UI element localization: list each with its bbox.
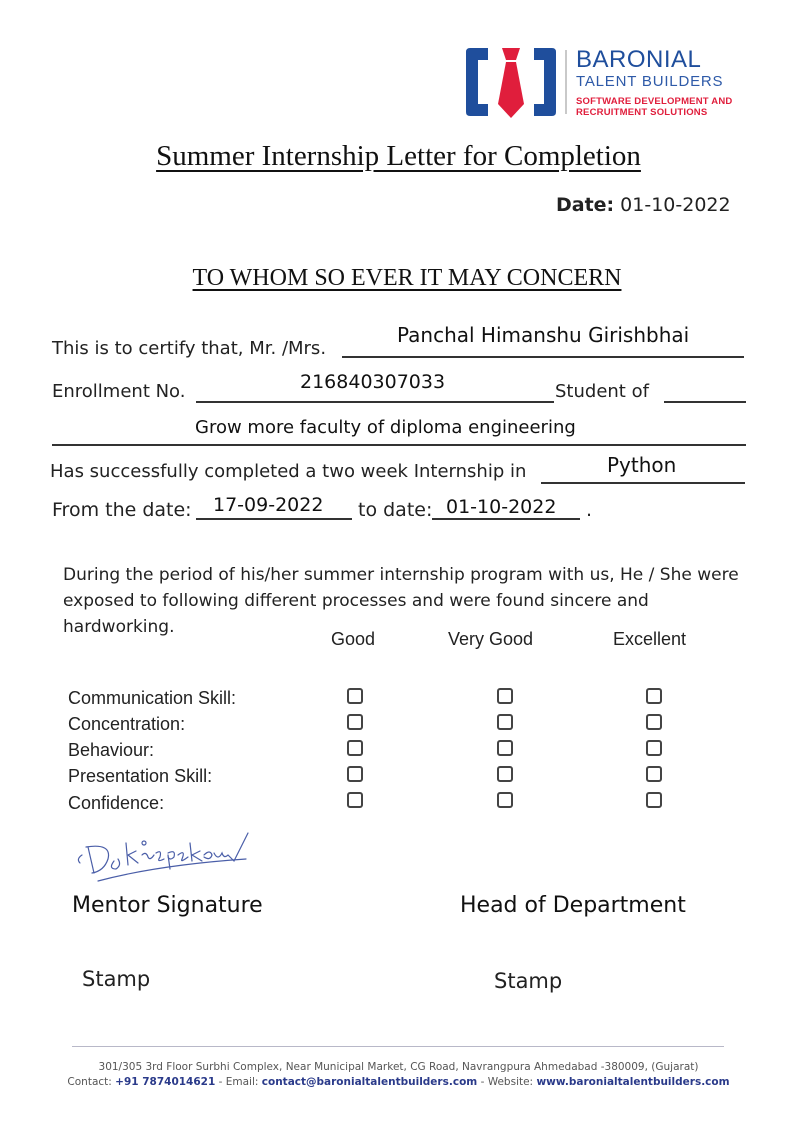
enrollment-field[interactable]: 216840307033	[300, 371, 446, 393]
date-label: Date:	[556, 194, 615, 216]
checkbox-presentation-excellent[interactable]	[646, 766, 662, 782]
skill-confidence: Confidence:	[68, 793, 165, 813]
domain-underline	[541, 482, 745, 484]
brand-tagline-2: RECRUITMENT SOLUTIONS	[576, 107, 708, 118]
logo-mark-icon	[462, 46, 560, 118]
checkbox-presentation-very-good[interactable]	[497, 766, 513, 782]
skill-presentation: Presentation Skill:	[68, 766, 213, 786]
checkbox-communication-good[interactable]	[347, 688, 363, 704]
footer-divider	[72, 1046, 724, 1047]
period: .	[586, 499, 593, 521]
student-of-label: Student of	[555, 381, 649, 402]
page-title: Summer Internship Letter for Completion	[156, 140, 641, 172]
enrollment-label: Enrollment No.	[52, 381, 186, 402]
to-date-field[interactable]: 01-10-2022	[446, 496, 557, 518]
phone-link[interactable]: +91 7874014621	[115, 1076, 216, 1088]
contact-label: Contact:	[67, 1076, 112, 1088]
brand-name: BARONIAL	[576, 46, 702, 73]
checkbox-communication-very-good[interactable]	[497, 688, 513, 704]
hod-label: Head of Department	[460, 893, 686, 918]
internship-domain-field[interactable]: Python	[607, 453, 677, 477]
salutation-heading: TO WHOM SO EVER IT MAY CONCERN	[192, 265, 622, 291]
website-label: - Website:	[480, 1076, 534, 1088]
skill-concentration: Concentration:	[68, 714, 186, 734]
rating-col-very-good: Very Good	[448, 629, 534, 649]
email-link[interactable]: contact@baronialtalentbuilders.com	[261, 1076, 478, 1088]
from-date-underline	[196, 518, 352, 520]
brand-tagline-1: SOFTWARE DEVELOPMENT AND	[576, 96, 733, 107]
stamp-right-label: Stamp	[494, 969, 563, 993]
mentor-signature-label: Mentor Signature	[72, 893, 263, 918]
checkbox-confidence-excellent[interactable]	[646, 792, 662, 808]
student-name-field[interactable]: Panchal Himanshu Girishbhai	[397, 323, 690, 347]
checkbox-communication-excellent[interactable]	[646, 688, 662, 704]
stamp-left-label: Stamp	[82, 967, 151, 991]
to-date-underline	[432, 518, 580, 520]
institute-field[interactable]: Grow more faculty of diploma engineering	[195, 417, 576, 438]
checkbox-concentration-excellent[interactable]	[646, 714, 662, 730]
enrollment-underline	[196, 401, 554, 403]
date-row	[556, 194, 731, 216]
rating-col-excellent: Excellent	[613, 629, 687, 649]
website-link[interactable]: www.baronialtalentbuilders.com	[536, 1076, 730, 1088]
footer-contact	[0, 1076, 797, 1088]
institute-underline	[52, 444, 746, 446]
email-label: - Email:	[218, 1076, 259, 1088]
footer-address: 301/305 3rd Floor Surbhi Complex, Near Municipal Market, CG Road, Navrangpura Ahmedabad -380009, (Gujarat)	[98, 1061, 699, 1073]
from-date-label: From the date:	[52, 499, 192, 521]
certify-label: This is to certify that, Mr. /Mrs.	[52, 338, 327, 359]
name-underline	[342, 356, 744, 358]
checkbox-confidence-good[interactable]	[347, 792, 363, 808]
checkbox-concentration-very-good[interactable]	[497, 714, 513, 730]
skill-communication: Communication Skill:	[68, 688, 237, 708]
brand-subtitle: TALENT BUILDERS	[576, 73, 724, 90]
description-paragraph: During the period of his/her summer internship program with us, He / She were exposed to following different processes and were found sincere and hardworking.	[63, 565, 739, 637]
rating-col-good: Good	[331, 629, 376, 649]
completed-label: Has successfully completed a two week Internship in	[50, 461, 527, 482]
from-date-field[interactable]: 17-09-2022	[213, 494, 324, 516]
checkbox-behaviour-excellent[interactable]	[646, 740, 662, 756]
skill-behaviour: Behaviour:	[68, 740, 155, 760]
checkbox-confidence-very-good[interactable]	[497, 792, 513, 808]
checkbox-concentration-good[interactable]	[347, 714, 363, 730]
company-logo	[462, 46, 762, 118]
mentor-signature-image	[68, 825, 253, 887]
date-value: 01-10-2022	[620, 194, 731, 216]
logo-divider	[565, 50, 567, 114]
checkbox-behaviour-very-good[interactable]	[497, 740, 513, 756]
student-of-underline	[664, 401, 746, 403]
checkbox-behaviour-good[interactable]	[347, 740, 363, 756]
checkbox-presentation-good[interactable]	[347, 766, 363, 782]
to-date-label: to date:	[358, 499, 433, 521]
